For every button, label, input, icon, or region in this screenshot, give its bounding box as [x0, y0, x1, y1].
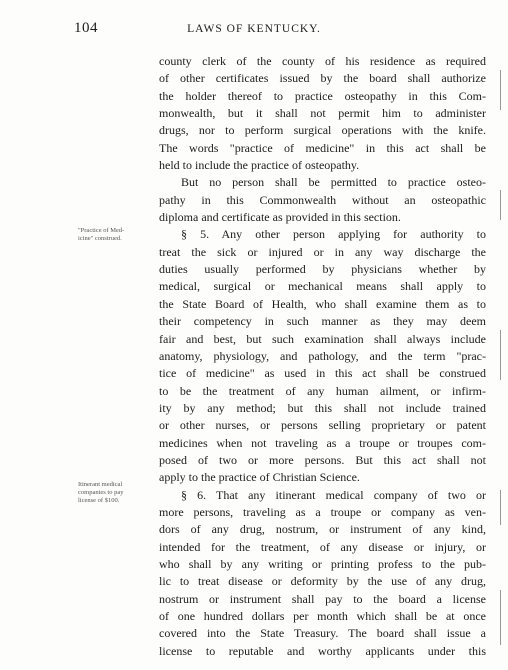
section-6-heading-line: § 6. That any itinerant medical company of two or — [181, 487, 486, 502]
text-line: lic to treat disease or deformity by the use of any drug, — [159, 574, 486, 589]
text-line: more persons, traveling as a troupe or company as ven- — [159, 504, 486, 519]
text-line: posed of two or more persons. But this act shall not — [159, 452, 486, 467]
text-line: monwealth, but it shall not permit him to administer — [159, 106, 486, 121]
text-line: or other nurses, or persons selling proprietary or patent — [159, 418, 486, 433]
text-line: But no person shall be permitted to practice osteo- — [181, 175, 486, 190]
page-header — [0, 20, 508, 40]
text-line: covered into the State Treasury. The board shall issue a — [159, 626, 486, 641]
text-line: held to include the practice of osteopathy. — [159, 158, 360, 173]
body-text — [159, 53, 486, 660]
text-line: treat the sick or injured or in any way discharge the — [159, 244, 486, 259]
text-line: ity by any method; but this shall not include trained — [159, 400, 486, 415]
text-line: of one hundred dollars per month which shall be at once — [159, 609, 486, 623]
text-line: medicines when not traveling as a troupe or troupes com- — [159, 435, 486, 450]
text-line: county clerk of the county of his residence as required — [159, 54, 486, 68]
text-line: nostrum or instrument shall pay to the board a license — [159, 591, 486, 606]
text-line: license to reputable and worthy applicants under this — [159, 643, 486, 658]
running-title: LAWS OF KENTUCKY. — [187, 23, 321, 35]
text-line: pathy in this Commonwealth without an osteopathic — [159, 192, 486, 207]
marginal-note-line: icine" construed. — [78, 235, 122, 242]
text-line: of other certificates issued by the board shall authorize — [159, 71, 486, 86]
marginal-note-practice-of-medicine — [78, 227, 156, 243]
text-line: tice of medicine" as used in this act shall be construed — [159, 366, 486, 381]
text-line: the State Board of Health, who shall examine them as to — [159, 296, 486, 311]
section-5-heading-line: § 5. Any other person applying for authority to — [181, 227, 486, 242]
text-line: dors of any drug, nostrum, or instrument of any kind, — [159, 522, 486, 537]
text-line: The words "practice of medicine" in this act shall be — [159, 140, 486, 155]
text-line: medical, surgical or mechanical means shall apply to — [159, 279, 486, 294]
text-line: to be the treatment of any human ailment, or infirm- — [159, 383, 486, 398]
text-line: their competency in such manner as they may deem — [159, 314, 486, 329]
text-line: apply to the practice of Christian Science. — [159, 470, 360, 485]
text-line: the holder thereof to practice osteopathy in this Com- — [159, 88, 486, 103]
marginal-note-line: companies to pay — [78, 489, 124, 496]
text-line: fair and best, but such examination shall always include — [159, 331, 486, 346]
marginal-note-itinerant-companies — [78, 481, 156, 505]
text-line: anatomy, physiology, and pathology, and the term "prac- — [159, 348, 486, 363]
marginal-note-line: Itinerant medical — [78, 481, 123, 488]
marginal-note-line: "Practice of Med- — [78, 227, 125, 234]
text-line: drugs, nor to perform surgical operations with the knife. — [159, 123, 486, 138]
text-line: who shall by any writing or printing profess to the pub- — [159, 556, 486, 571]
text-line: intended for the treatment, of any disease or injury, or — [159, 539, 486, 554]
text-line: duties usually performed by physicians whether by — [159, 262, 486, 277]
page-number: 104 — [74, 20, 98, 36]
scan-edge-marks — [497, 70, 507, 650]
marginal-note-line: license of $100. — [78, 497, 120, 504]
text-line: diploma and certificate as provided in this section. — [159, 210, 401, 225]
